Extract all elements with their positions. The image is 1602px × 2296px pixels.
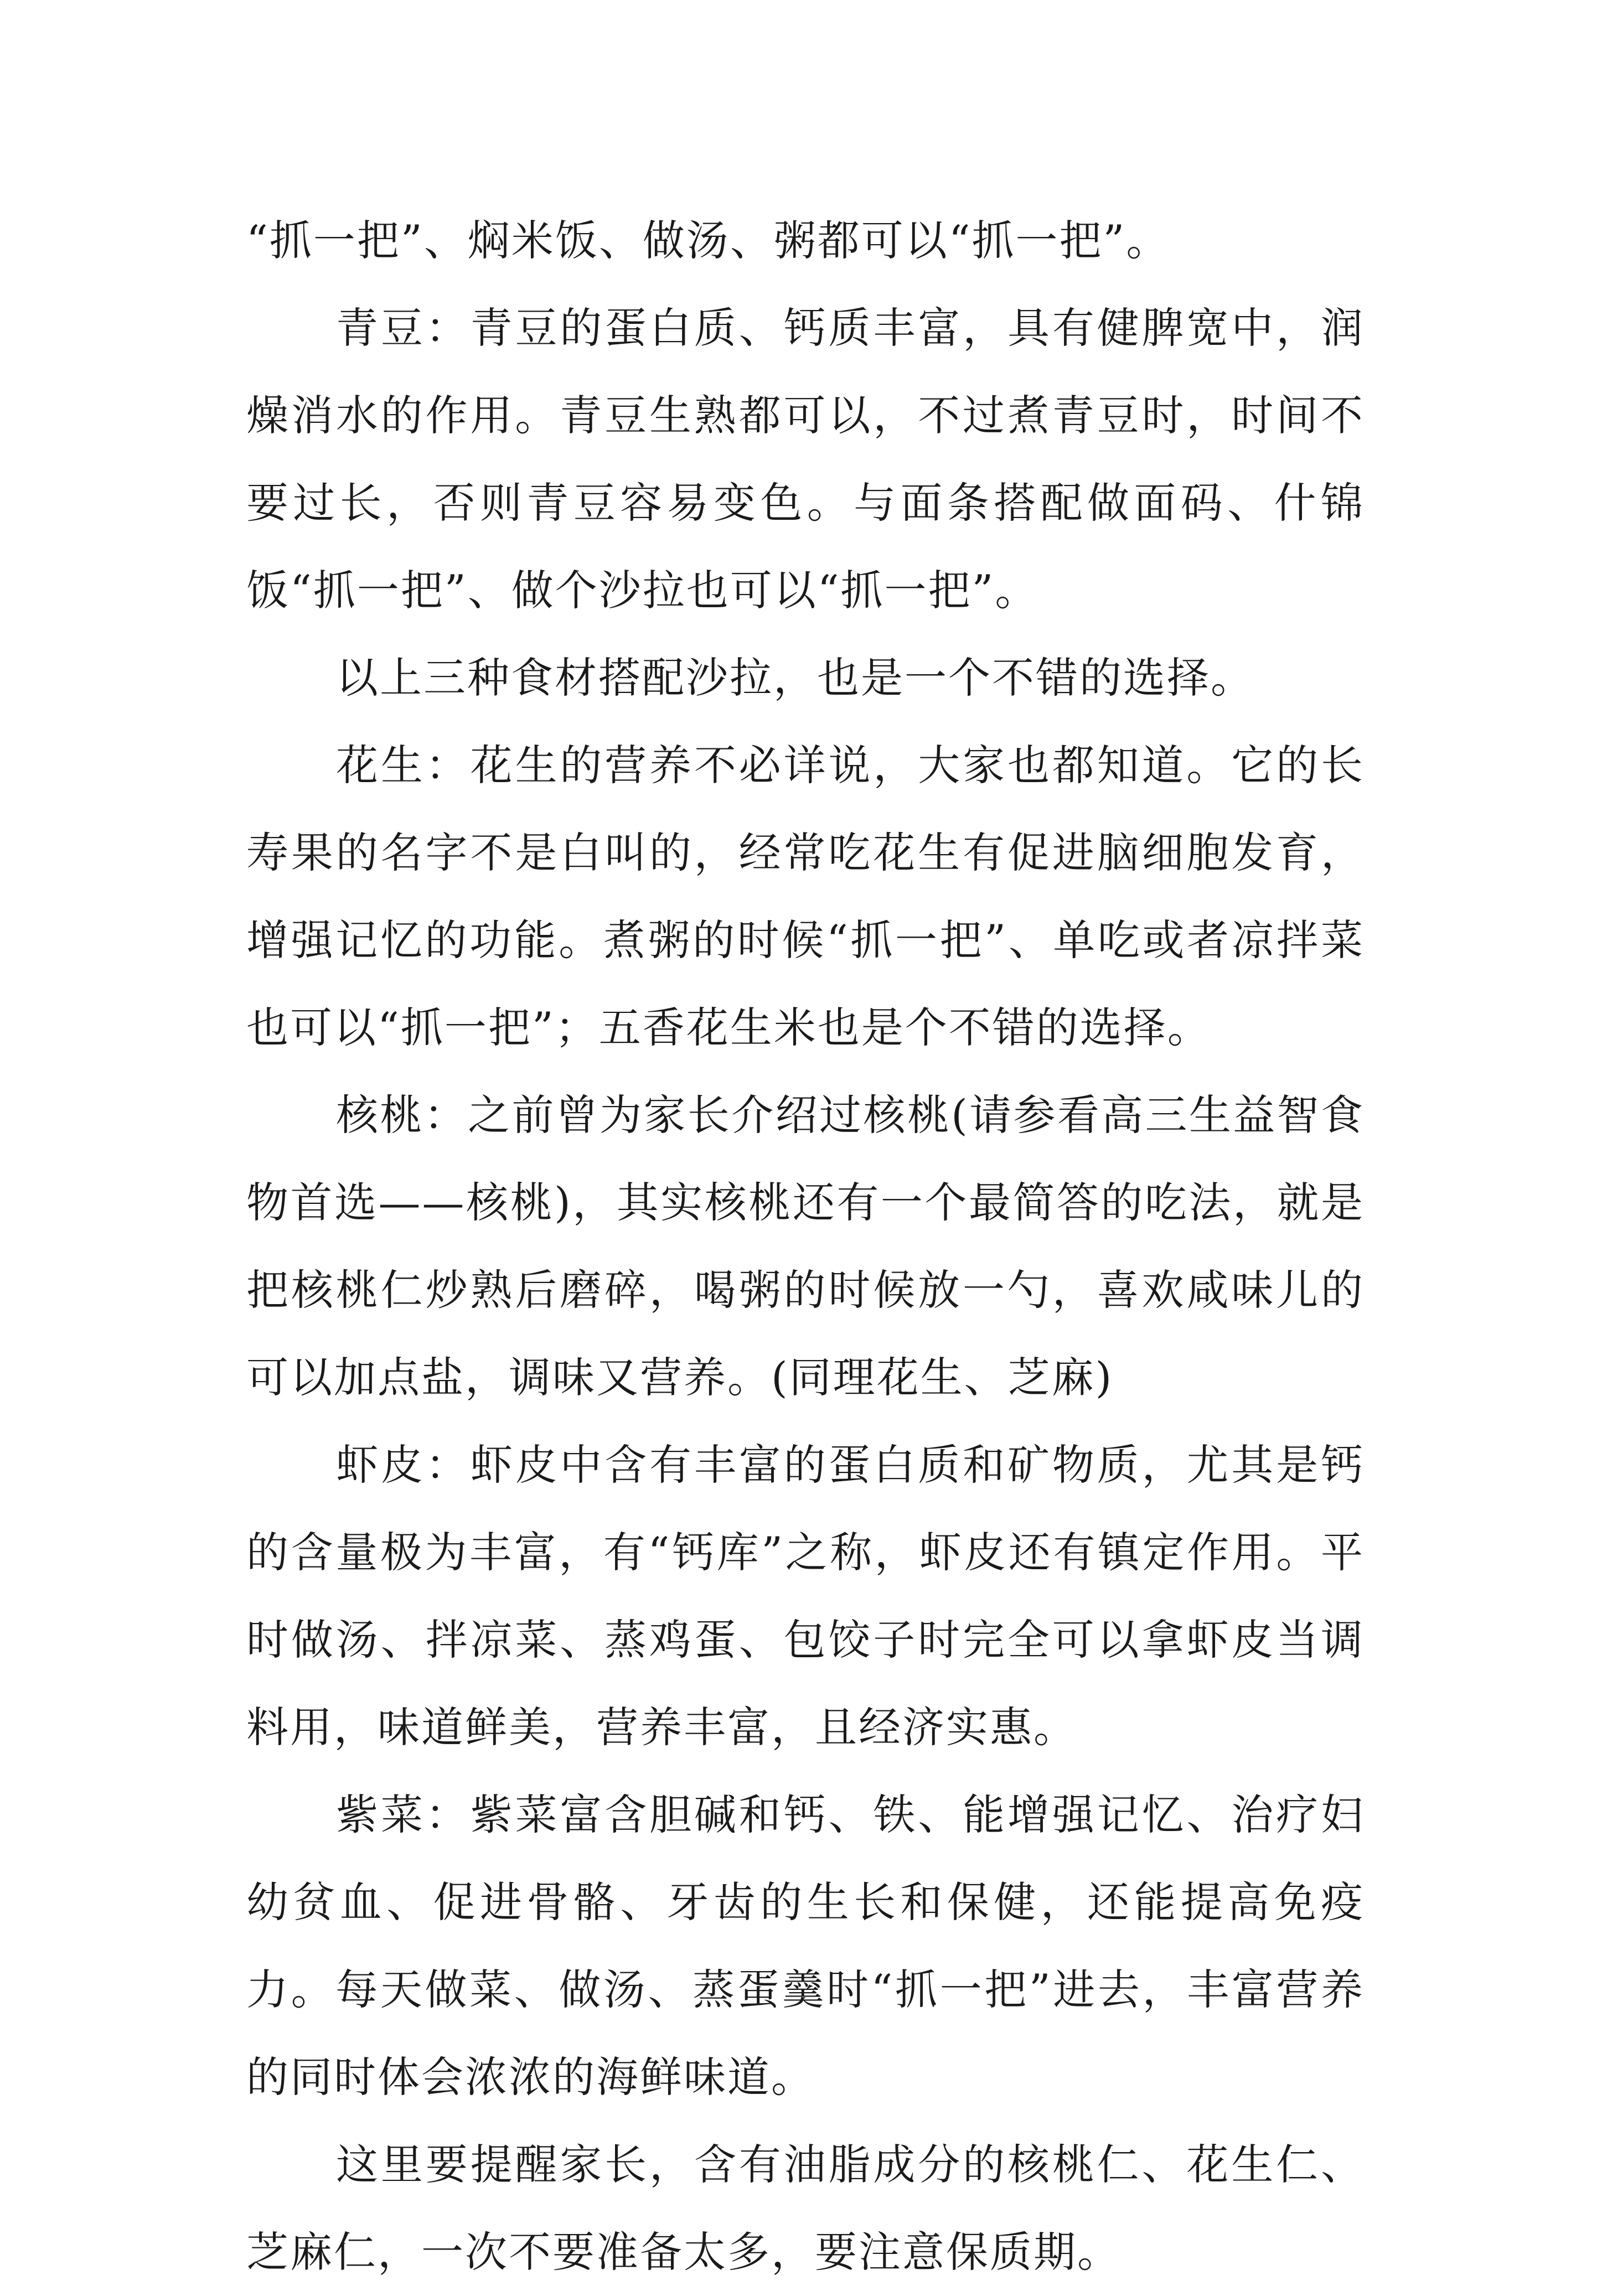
paragraph-green-beans: 青豆：青豆的蛋白质、钙质丰富，具有健脾宽中，润燥消水的作用。青豆生熟都可以，不过煮青豆时，时间不要过长，否则青豆容易变色。与面条搭配做面码、什锦饭“抓一把”、做个沙拉也可以“抓一把”。 xyxy=(246,303,1365,615)
document-body xyxy=(246,197,1365,2296)
paragraph-seaweed: 紫菜：紫菜富含胆碱和钙、铁、能增强记忆、治疗妇幼贫血、促进骨骼、牙齿的生长和保健，还能提高免疫力。每天做菜、做汤、蒸蛋羹时“抓一把”进去，丰富营养的同时体会浓浓的海鲜味道。 xyxy=(246,1790,1365,2102)
paragraph-continuation: “抓一把”、焖米饭、做汤、粥都可以“抓一把”。 xyxy=(246,216,1170,265)
paragraph-salad-note: 以上三种食材搭配沙拉，也是一个不错的选择。 xyxy=(336,653,1254,702)
paragraph-peanuts: 花生：花生的营养不必详说，大家也都知道。它的长寿果的名字不是白叫的，经常吃花生有促进脑细胞发育，增强记忆的功能。煮粥的时候“抓一把”、单吃或者凉拌菜也可以“抓一把”；五香花生米也是个不错的选择。 xyxy=(246,741,1365,1052)
paragraph-reminder: 这里要提醒家长，含有油脂成分的核桃仁、花生仁、芝麻仁，一次不要准备太多，要注意保质期。 xyxy=(246,2140,1365,2277)
paragraph-dried-shrimp: 虾皮：虾皮中含有丰富的蛋白质和矿物质，尤其是钙的含量极为丰富，有“钙库”之称，虾皮还有镇定作用。平时做汤、拌凉菜、蒸鸡蛋、包饺子时完全可以拿虾皮当调料用，味道鲜美，营养丰富，且经济实惠。 xyxy=(246,1440,1365,1752)
paragraph-walnuts: 核桃：之前曾为家长介绍过核桃(请参看高三生益智食物首选——核桃)，其实核桃还有一个最简答的吃法，就是把核桃仁炒熟后磨碎，喝粥的时候放一勺，喜欢咸味儿的可以加点盐，调味又营养。(同理花生、芝麻) xyxy=(246,1090,1365,1402)
